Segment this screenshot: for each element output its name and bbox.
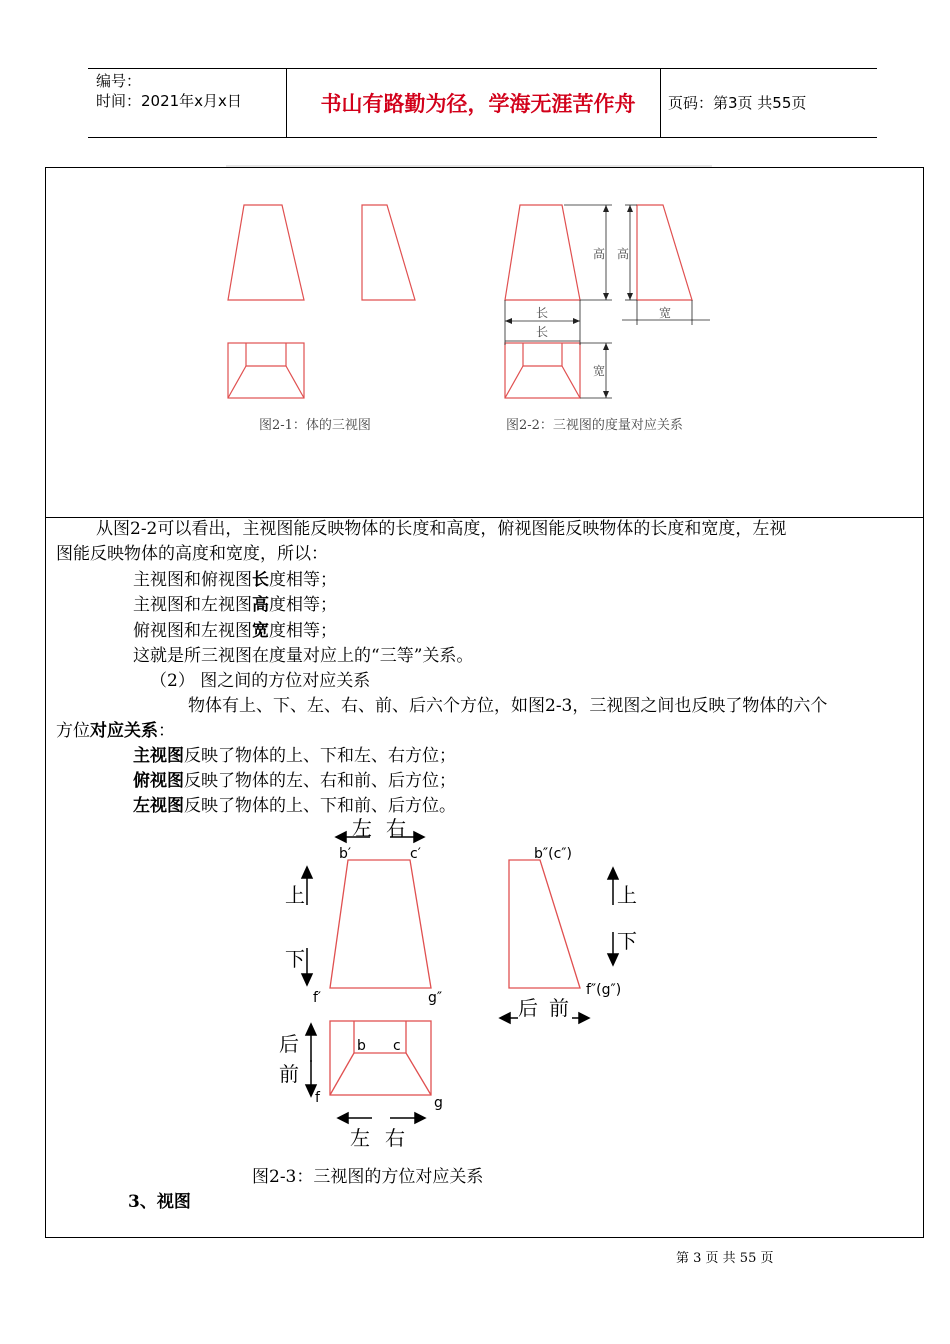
paragraph-1-line-2: 图能反映物体的高度和宽度，所以： [56,544,328,564]
point-f: f [315,1090,320,1106]
label-down: 下 [285,947,305,971]
header-motto: 书山有路勤为径，学海无涯苦作舟 [320,92,636,116]
point-b: b [357,1038,366,1054]
paragraph-2-line-1: 物体有上、下、左、右、前、后六个方位，如图2-3，三视图之间也反映了物体的六个 [188,696,828,716]
label-back-side: 后 [518,996,538,1020]
page-indicator: 页码：第3页 共55页 [668,94,807,112]
side-view-desc: 左视图反映了物体的上、下和前、后方位。 [133,796,456,816]
point-g: g [434,1095,443,1111]
number-label: 编号： [96,72,142,90]
point-f1: f′ [313,990,322,1006]
label-front-side: 前 [549,996,569,1020]
label-up: 上 [285,883,305,907]
label-front: 前 [279,1062,299,1086]
length-label: 长 [536,306,549,320]
section-2-heading: （2） 图之间的方位对应关系 [150,671,371,691]
paragraph-1-line-1: 从图2-2可以看出，主视图能反映物体的长度和高度，俯视图能反映物体的长度和宽度，左视 [96,519,787,539]
height-label-2: 高 [617,247,630,261]
point-fg2: f″(g″) [586,982,622,998]
label-up-side: 上 [617,883,637,907]
label-right: 右 [386,816,406,840]
rule-length: 主视图和俯视图长度相等； [133,570,337,590]
label-down-side: 下 [617,929,637,953]
point-g1: g″ [428,990,443,1006]
point-bc2: b″(c″) [534,846,572,862]
front-view-orient [330,860,431,988]
figure-caption-2-3: 图2-3：三视图的方位对应关系 [252,1167,484,1187]
time-label: 时间：2021年x月x日 [96,92,242,110]
figure-caption-2-2: 图2-2：三视图的度量对应关系 [506,418,683,433]
section-3-heading: 3、视图 [128,1192,191,1212]
width-label: 宽 [659,306,672,320]
label-left-bottom: 左 [350,1126,370,1150]
rule-height: 主视图和左视图高度相等； [133,595,337,615]
top-view-orient-outer [330,1021,431,1095]
summary-line: 这就是所三视图在度量对应上的“三等”关系。 [133,646,474,666]
point-c: c [393,1038,401,1054]
top-view-desc: 俯视图反映了物体的左、右和前、后方位； [133,771,456,791]
front-view-desc: 主视图反映了物体的上、下和左、右方位； [133,746,456,766]
label-left: 左 [352,816,372,840]
height-label: 高 [593,247,606,261]
rule-width: 俯视图和左视图宽度相等； [133,621,337,641]
page-footer: 第 3 页 共 55 页 [676,1251,774,1266]
length-label-2: 长 [536,325,549,339]
side-view-orient [509,860,580,988]
point-c1: c′ [410,846,421,862]
figure-caption-2-1: 图2-1：体的三视图 [259,418,371,433]
label-back: 后 [279,1032,299,1056]
width-label-2: 宽 [593,364,606,378]
point-b1: b′ [339,846,352,862]
paragraph-2-line-2: 方位对应关系： [56,721,175,741]
label-right-bottom: 右 [385,1126,405,1150]
